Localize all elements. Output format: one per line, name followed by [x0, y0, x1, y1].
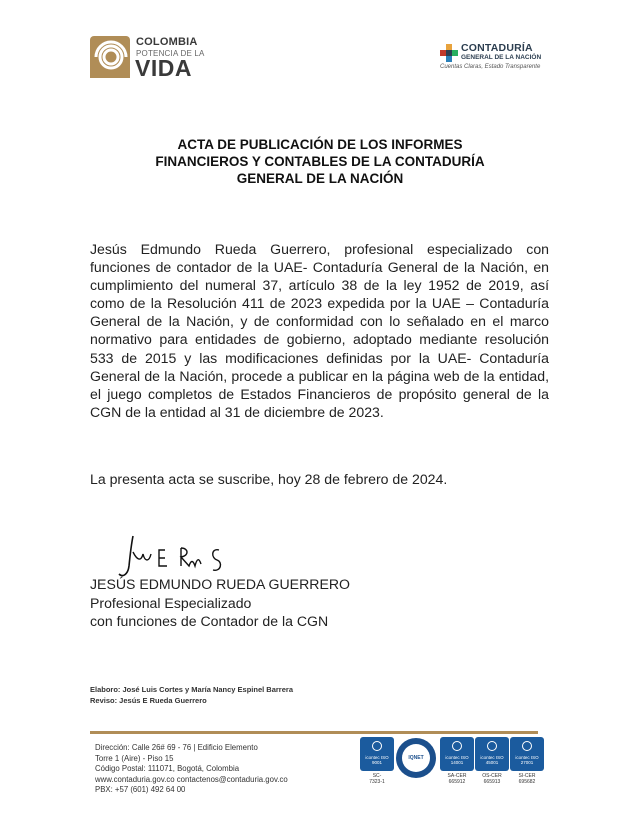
footer-postal: Código Postal: 111071, Bogotá, Colombia: [95, 764, 240, 774]
colombia-potencia-logo: [90, 36, 220, 80]
contaduria-slogan: Cuentas Claras, Estado Transparente: [440, 64, 541, 70]
elaboro-line: Elaboro: José Luis Cortes y María Nancy Espinel Barrera: [90, 685, 293, 694]
cert-code: SA-CER 665912: [447, 773, 467, 785]
title-line-2: FINANCIEROS Y CONTABLES DE LA CONTADURÍA: [155, 154, 485, 169]
footer-contact: [95, 743, 288, 796]
signature-block: [90, 575, 350, 631]
icontec-icon: [372, 741, 382, 751]
contaduria-subtitle: GENERAL DE LA NACIÓN: [461, 54, 542, 61]
footer-divider: [90, 731, 538, 734]
cert-code: OS-CER 665913: [482, 773, 502, 785]
footer-address: Dirección: Calle 26# 69 - 76 | Edificio Elemento: [95, 743, 258, 752]
icontec-27001-badge: icontec ISO 27001 SI-CER 695682: [510, 737, 544, 783]
signer-role-detail: con funciones de Contador de la CGN: [90, 613, 329, 629]
icontec-9001-badge: icontec ISO 9001 SC- 7323-1: [360, 737, 394, 783]
closing-sentence: La presenta acta se suscribe, hoy 28 de febrero de 2024.: [90, 471, 448, 487]
contaduria-title: CONTADURÍA: [461, 42, 533, 54]
contaduria-logo: [440, 42, 555, 78]
title-line-1: ACTA DE PUBLICACIÓN DE LOS INFORMES: [177, 137, 463, 152]
icontec-14001-badge: icontec ISO 14001 SA-CER 665912: [440, 737, 474, 783]
icontec-icon: [487, 741, 497, 751]
logo-colombia-text: COLOMBIA: [136, 36, 198, 48]
footer-web[interactable]: www.contaduria.gov.co contactenos@contaduria.gov.co: [95, 774, 288, 784]
title-line-3: GENERAL DE LA NACIÓN: [236, 171, 404, 186]
icontec-icon: [522, 741, 532, 751]
footer-tower: Torre 1 (Aire) - Piso 15: [95, 753, 174, 763]
document-title: [100, 136, 540, 187]
reviso-line: Reviso: Jesús E Rueda Guerrero: [90, 696, 207, 705]
logo-vida-text: VIDA: [135, 55, 192, 81]
colombia-flower-icon: [90, 36, 130, 78]
signer-role: Profesional Especializado: [90, 594, 252, 611]
contaduria-cross-icon: [440, 44, 458, 62]
footer-phone: PBX: +57 (601) 492 64 00: [95, 785, 186, 795]
signer-name: JESÚS EDMUNDO RUEDA GUERRERO: [90, 576, 350, 592]
credits-block: [90, 684, 293, 706]
cert-code: SI-CER 695682: [518, 773, 536, 785]
logo-potencia-text: POTENCIA DE LA: [136, 49, 205, 58]
cert-code: SC- 7323-1: [369, 773, 385, 785]
body-paragraph: Jesús Edmundo Rueda Guerrero, profesional especializado con funciones de contador de la UAE- Contaduría General de la Nación, en cumplimiento del numeral 37, artículo 38 de la ley 1952 de 2019, así como de la Resolución 411 de 2023 expedida por la UAE – Contaduría General de la Nación, y de conformidad con lo señalado en el marco normativo para entidades de gobierno, adoptado mediante resolución 533 de 2015 y las modificaciones definidas por la UAE- Contaduría General de la Nación, procede a publicar en la página web de la entidad, el juego completos de Estados Financieros de propósito general de la CGN de la entidad al 31 de diciembre de 2023.: [90, 241, 549, 420]
iqnet-badge: IQNET: [396, 738, 436, 778]
icontec-45001-badge: icontec ISO 45001 OS-CER 665913: [475, 737, 509, 783]
icontec-icon: [452, 741, 462, 751]
